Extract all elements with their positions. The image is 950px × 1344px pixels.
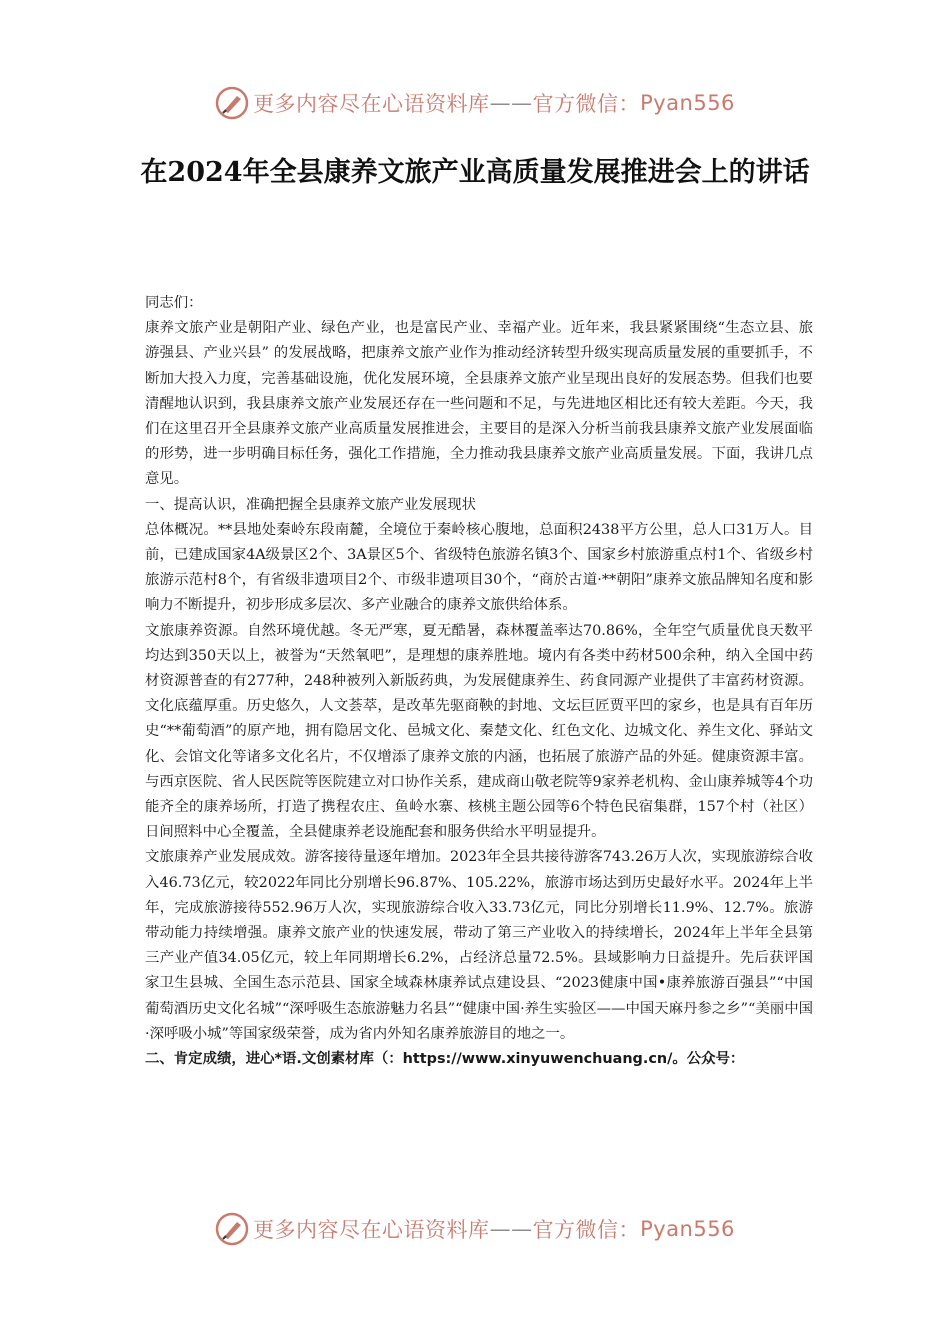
watermark-contact-id: Pyan556 xyxy=(640,1217,735,1241)
paragraph-overview: 总体概况。**县地处秦岭东段南麓，全境位于秦岭核心腹地，总面积2438平方公里，总人口31万人。目前，已建成国家4A级景区2个、3A景区5个、省级特色旅游名镇3个、国家乡村旅游重点村1个、省级乡村旅游示范村8个，有省级非遗项目2个、市级非遗项目30个，“商於古道·**朝阳”康养文旅品牌知名度和影响力不断提升，初步形成多层次、多产业融合的康养文旅供给体系。 xyxy=(145,521,813,614)
pen-nib-icon xyxy=(215,1212,249,1246)
section-heading-1: 一、提高认识，准确把握全县康养文旅产业发展现状 xyxy=(145,496,476,513)
watermark-separator: —— xyxy=(489,1217,533,1241)
watermark-text: 更多内容尽在心语资料库 xyxy=(253,1218,490,1242)
watermark-header xyxy=(0,83,950,123)
watermark-contact-label: 官方微信： xyxy=(532,1218,641,1242)
section-heading-2: 二、肯定成绩，进心*语.文创素材库（：https://www.xinyuwenchuang.cn/。公众号： xyxy=(145,1051,745,1068)
watermark-text: 更多内容尽在心语资料库 xyxy=(253,92,490,116)
salutation: 同志们： xyxy=(145,295,203,311)
document-title: 在2024年全县康养文旅产业高质量发展推进会上的讲话 xyxy=(140,157,810,188)
watermark-separator: —— xyxy=(489,91,533,115)
paragraph-achievements: 文旅康养产业发展成效。游客接待量逐年增加。2023年全县共接待游客743.26万人次，实现旅游综合收入46.73亿元，较2022年同比分别增长96.87%、105.22%，旅游市场达到历史最好水平。2024年上半年，完成旅游接待552.96万人次，实现旅游综合收入33.73亿元，同比分别增长11.9%、12.7%。旅游带动能力持续增强。康养文旅产业的快速发展，带动了第三产业收入的持续增长，2024年上半年全县第三产业产值34.05亿元，较上年同期增长6.2%，占经济总量72.5%。县域影响力日益提升。先后获评国家卫生县城、全国生态示范县、国家全域森林康养试点建设县、“2023健康中国•康养旅游百强县”“中国葡萄酒历史文化名城”“深呼吸生态旅游魅力名县”“健康中国·养生实验区——中国天麻丹参之乡”“美丽中国·深呼吸小城”等国家级荣誉，成为省内外知名康养旅游目的地之一。 xyxy=(145,849,813,1042)
document-body xyxy=(145,291,813,1072)
paragraph-intro: 康养文旅产业是朝阳产业、绿色产业，也是富民产业、幸福产业。近年来，我县紧紧围绕“生态立县、旅游强县、产业兴县” 的发展战略，把康养文旅产业作为推动经济转型升级实现高质量发展的重要抓手，不断加大投入力度，完善基础设施，优化发展环境，全县康养文旅产业呈现出良好的发展态势。但我们也要清醒地认识到，我县康养文旅产业发展还存在一些问题和不足，与先进地区相比还有较大差距。今天，我们在这里召开全县康养文旅产业高质量发展推进会，主要目的是深入分析当前我县康养文旅产业发展面临的形势，进一步明确目标任务，强化工作措施，全力推动我县康养文旅产业高质量发展。下面，我讲几点意见。 xyxy=(145,320,813,488)
paragraph-resources: 文旅康养资源。自然环境优越。冬无严寒，夏无酷暑，森林覆盖率达70.86%，全年空气质量优良天数平均达到350天以上，被誉为“天然氧吧”，是理想的康养胜地。境内有各类中药材500余种，纳入全国中药材资源普查的有277种，248种被列入新版药典，为发展健康养生、药食同源产业提供了丰富药材资源。文化底蕴厚重。历史悠久，人文荟萃，是改革先驱商鞅的封地、文坛巨匠贾平凹的家乡，也是具有百年历史“**葡萄酒”的原产地，拥有隐居文化、邑城文化、秦楚文化、红色文化、边城文化、养生文化、驿站文化、会馆文化等诸多文化名片，不仅增添了康养文旅的内涵，也拓展了旅游产品的外延。健康资源丰富。与西京医院、省人民医院等医院建立对口协作关系，建成商山敬老院等9家养老机构、金山康养城等4个功能齐全的康养场所，打造了携程农庄、鱼岭水寨、核桃主题公园等6个特色民宿集群，157个村（社区）日间照料中心全覆盖，全县健康养老设施配套和服务供给水平明显提升。 xyxy=(145,622,813,841)
watermark-contact-label: 官方微信： xyxy=(532,92,641,116)
watermark-footer xyxy=(0,1209,950,1249)
pen-nib-icon xyxy=(215,86,249,120)
watermark-contact-id: Pyan556 xyxy=(640,91,735,115)
